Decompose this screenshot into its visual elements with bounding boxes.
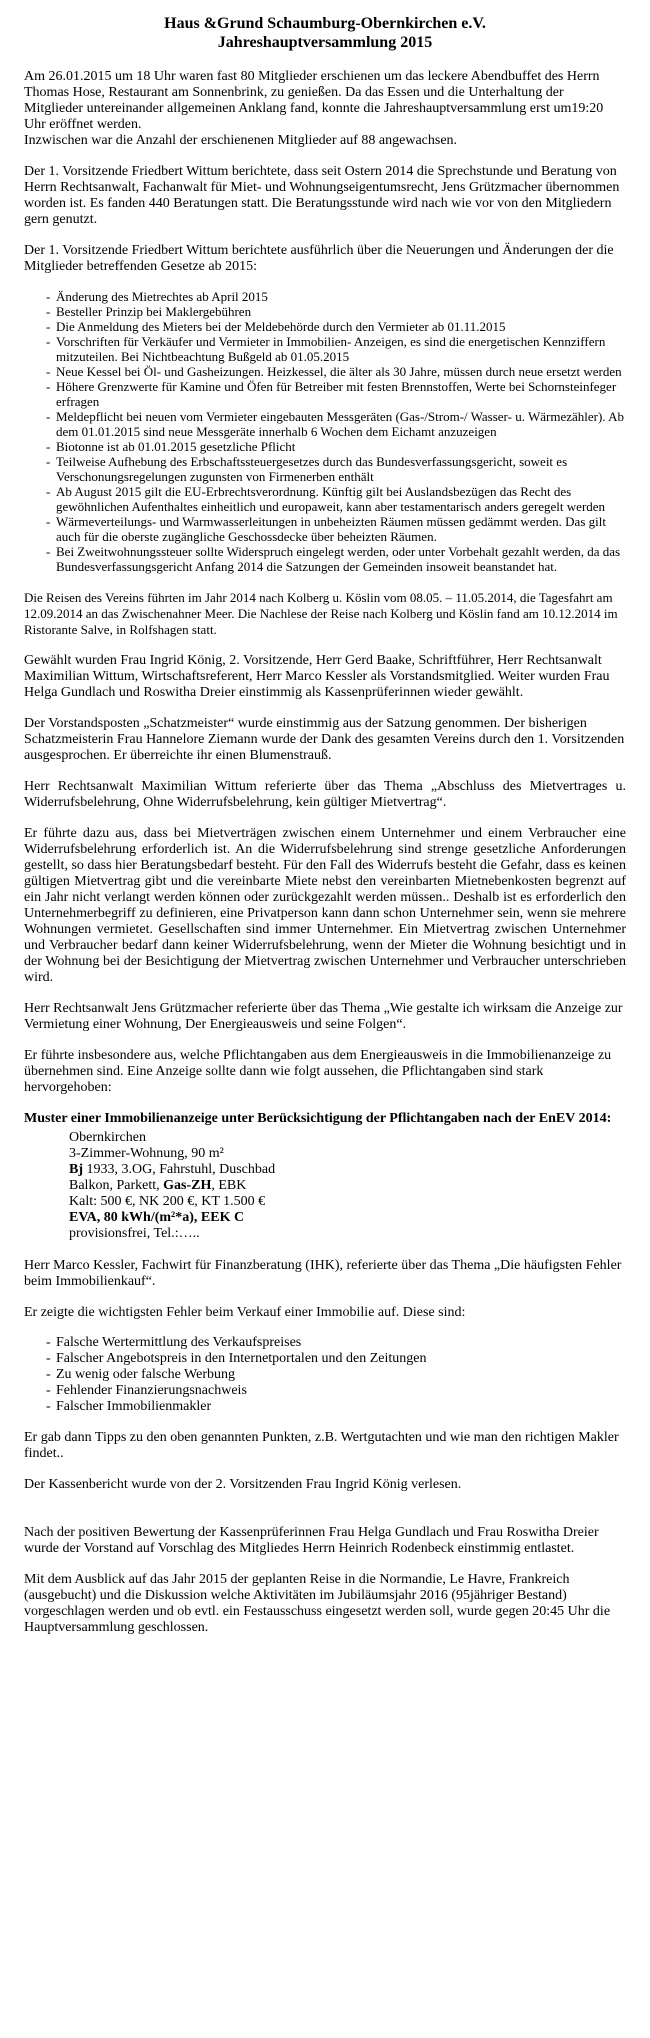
list-item: - Vorschriften für Verkäufer und Vermieter in Immobilien- Anzeigen, es sind die energetischen Kennziffern mitzuteilen. Bei Nichtbeachtung Bußgeld ab 01.05.2015 [24, 334, 626, 364]
list-item: - Höhere Grenzwerte für Kamine und Öfen für Betreiber mit festen Brennstoffen, Werte bei Schornsteinfeger erfragen [24, 379, 626, 409]
sample-ad-contact: provisionsfrei, Tel.:….. [69, 1226, 200, 1241]
list-item: - Ab August 2015 gilt die EU-Erbrechtsverordnung. Künftig gilt bei Auslandsbezügen das Recht des gewöhnlichen Aufenthaltes einheitlich und europaweit, kann aber testamentarisch anders geregelt werden [24, 484, 626, 514]
list-item: - Teilweise Aufhebung des Erbschaftssteuergesetzes durch das Bundesverfassungsgericht, soweit es Verschonungsregelungen zugunsten von Firmenerben enthält [24, 454, 626, 484]
list-item: - Meldepflicht bei neuen vom Vermieter eingebauten Messgeräten (Gas-/Strom-/ Wasser- u. Wärmezähler). Ab dem 01.01.2015 sind neue Messgeräte innerhalb 6 Wochen dem Eichamt anzuzeigen [24, 409, 626, 439]
gesetze-intro: Der 1. Vorsitzende Friedbert Wittum berichtete ausführlich über die Neuerungen und Änderungen der die Mitglieder betreffenden Gesetze ab 2015: [24, 243, 614, 274]
sample-ad-apartment: 3-Zimmer-Wohnung, 90 m² [69, 1146, 224, 1161]
list-item: - Neue Kessel bei Öl- und Gasheizungen. Heizkessel, die älter als 30 Jahre, müssen durch neue ersetzt werden [24, 364, 626, 379]
title-line-2: Jahreshauptversammlung 2015 [217, 34, 433, 51]
sample-ad-costs: Kalt: 500 €, NK 200 €, KT 1.500 € [69, 1194, 266, 1209]
list-item: - Besteller Prinzip bei Maklergebühren [24, 304, 626, 319]
gesetze-list [24, 289, 626, 574]
list-item: - Zu wenig oder falsche Werbung [24, 1367, 626, 1383]
sprechstunde-paragraph: Der 1. Vorsitzende Friedbert Wittum berichtete, dass seit Ostern 2014 die Sprechstunde und Beratung von Herrn Rechtsanwalt, Fachanwalt für Miet- und Wohnungseigentumsrecht, Jens Grützmacher übernommen worden ist. Es fanden 440 Beratungen statt. Die Beratungsstunde wird nach wie vor von den Mitgliedern gern genutzt. [24, 164, 620, 227]
list-item: - Bei Zweitwohnungssteuer sollte Widerspruch eingelegt werden, oder unter Vorbehalt gezahlt werden, da das Bundesverfassungsgericht Anfang 2014 die Satzungen der Gemeinden insoweit beanstandet hat. [24, 544, 626, 574]
sample-ad-location: Obernkirchen [69, 1130, 146, 1145]
sample-ad-energy: EVA, 80 kWh/(m²*a), EEK C [69, 1210, 245, 1225]
reisen-paragraph: Die Reisen des Vereins führten im Jahr 2014 nach Kolberg u. Köslin vom 08.05. – 11.05.2014, die Tagesfahrt am 12.09.2014 an das Zwischenahner Meer. Die Nachlese der Reise nach Kolberg und Köslin fand am 10.12.2014 im Ristorante Salve, in Rolfshagen statt. [24, 590, 618, 637]
kassenbericht-paragraph: Der Kassenbericht wurde von der 2. Vorsitzenden Frau Ingrid König verlesen. [24, 1477, 462, 1492]
document-title [24, 14, 626, 52]
wahlen-paragraph: Gewählt wurden Frau Ingrid König, 2. Vorsitzende, Herr Gerd Baake, Schriftführer, Herr Rechtsanwalt Maximilian Wittum, Wirtschaftsreferent, Herr Marco Kessler als Vorstandsmitglied. Weiter wurden Frau Helga Gundlach und Roswitha Dreier einstimmig als Kassenprüferinnen wieder gewählt. [24, 653, 610, 700]
wittum-content: Er führte dazu aus, dass bei Mietverträgen zwischen einem Unternehmer und einem Verbraucher eine Widerrufsbelehrung erforderlich ist. An die Widerrufsbelehrung sind strenge gesetzliche Anforderungen gestellt, so dass hier Beratungsbedarf besteht. Für den Fall des Widerrufs besteht die Gefahr, dass es keinen gültigen Mietvertrag gibt und die vereinbarte Miete nebst den vereinbarten Mietnebenkosten begrenzt auf ein Jahr nicht verlangt werden können oder zurückgezahlt werden müssen.. Deshalb ist es erforderlich den Unternehmerbegriff zu definieren, eine Privatperson kann dann schon Unternehmer sein, wenn sie mehrere Wohnungen vermietet. Gesellschaften sind immer Unternehmer. Ein Mietvertrag zwischen Unternehmer und Verbraucher bedarf dann keiner Widerrufsbelehrung, wenn der Mieter die Wohnung besichtigt und in der Wohnung bei der Besichtigung der Mietvertrag zwischen Unternehmer und Verbraucher unterschrieben wird. [24, 826, 626, 985]
list-item: - Biotonne ist ab 01.01.2015 gesetzliche Pflicht [24, 439, 626, 454]
kessler-intro: Er zeigte die wichtigsten Fehler beim Verkauf einer Immobilie auf. Diese sind: [24, 1305, 466, 1320]
gruetzmacher-topic: Herr Rechtsanwalt Jens Grützmacher referierte über das Thema „Wie gestalte ich wirksam die Anzeige zur Vermietung einer Wohnung, Der Energieausweis und seine Folgen“. [24, 1001, 623, 1032]
schatzmeister-paragraph: Der Vorstandsposten „Schatzmeister“ wurde einstimmig aus der Satzung genommen. Der bisherigen Schatzmeisterin Frau Hannelore Ziemann wurde der Dank des gesamten Vereins durch den 1. Vorsitzenden ausgesprochen. Er überreichte ihr einen Blumenstrauß. [24, 716, 625, 763]
fehler-list [24, 1335, 626, 1415]
title-line-1: Haus &Grund Schaumburg-Obernkirchen e.V. [164, 15, 486, 32]
ausblick-paragraph: Mit dem Ausblick auf das Jahr 2015 der geplanten Reise in die Normandie, Le Havre, Frankreich (ausgebucht) und die Diskussion welche Aktivitäten im Jubiläumsjahr 2016 (95jähriger Bestand) vorgeschlagen werden und ob evtl. ein Festausschuss eingesetzt werden soll, wurde gegen 20:45 Uhr die Hauptversammlung geschlossen. [24, 1572, 611, 1635]
sample-ad-features: Balkon, Parkett, Gas-ZH, EBK [69, 1178, 247, 1193]
intro-attendance: Inzwischen war die Anzahl der erschienenen Mitglieder auf 88 angewachsen. [24, 133, 458, 148]
kessler-topic: Herr Marco Kessler, Fachwirt für Finanzberatung (IHK), referierte über das Thema „Die häufigsten Fehler beim Immobilienkauf“. [24, 1258, 622, 1289]
intro-paragraph: Am 26.01.2015 um 18 Uhr waren fast 80 Mitglieder erschienen um das leckere Abendbuffet des Herrn Thomas Hose, Restaurant am Sonnenbrink, zu genießen. Da das Essen und die Unterhaltung der Mitglieder untereinander allgemeinen Anklang fand, konnte die Jahreshauptversammlung erst um19:20 Uhr eröffnet werden. Inzwischen war die Anzahl der erschienenen Mitglieder auf 88 angewachsen. [24, 69, 604, 148]
list-item: - Falscher Angebotspreis in den Internetportalen und den Zeitungen [24, 1351, 626, 1367]
sample-ad-heading: Muster einer Immobilienanzeige unter Berücksichtigung der Pflichtangaben nach der EnEV 2014: [24, 1111, 612, 1126]
list-item: - Änderung des Mietrechtes ab April 2015 [24, 289, 626, 304]
list-item: - Falscher Immobilienmakler [24, 1399, 626, 1415]
gruetzmacher-content: Er führte insbesondere aus, welche Pflichtangaben aus dem Energieausweis in die Immobilienanzeige zu übernehmen sind. Eine Anzeige sollte dann wie folgt aussehen, die Pflichtangaben sind stark hervorgehoben: [24, 1048, 612, 1095]
list-item: - Die Anmeldung des Mieters bei der Meldebehörde durch den Vermieter ab 01.11.2015 [24, 319, 626, 334]
sample-ad [69, 1130, 626, 1242]
sample-ad-build-year: Bj 1933, 3.OG, Fahrstuhl, Duschbad [69, 1162, 276, 1177]
tipps-paragraph: Er gab dann Tipps zu den oben genannten Punkten, z.B. Wertgutachten und wie man den richtigen Makler findet.. [24, 1430, 619, 1461]
list-item: - Falsche Wertermittlung des Verkaufspreises [24, 1335, 626, 1351]
wittum-topic: Herr Rechtsanwalt Maximilian Wittum referierte über das Thema „Abschluss des Mietvertrages u. Widerrufsbelehrung, Ohne Widerrufsbelehrung, kein gültiger Mietvertrag“. [24, 779, 626, 810]
list-item: - Fehlender Finanzierungsnachweis [24, 1383, 626, 1399]
list-item: - Wärmeverteilungs- und Warmwasserleitungen in unbeheizten Räumen müssen gedämmt werden. Das gilt auch für die oberste zugängliche Geschossdecke über beheizten Räumen. [24, 514, 626, 544]
entlastung-paragraph: Nach der positiven Bewertung der Kassenprüferinnen Frau Helga Gundlach und Frau Roswitha Dreier wurde der Vorstand auf Vorschlag des Mitgliedes Herrn Heinrich Rodenbeck einstimmig entlastet. [24, 1525, 599, 1556]
